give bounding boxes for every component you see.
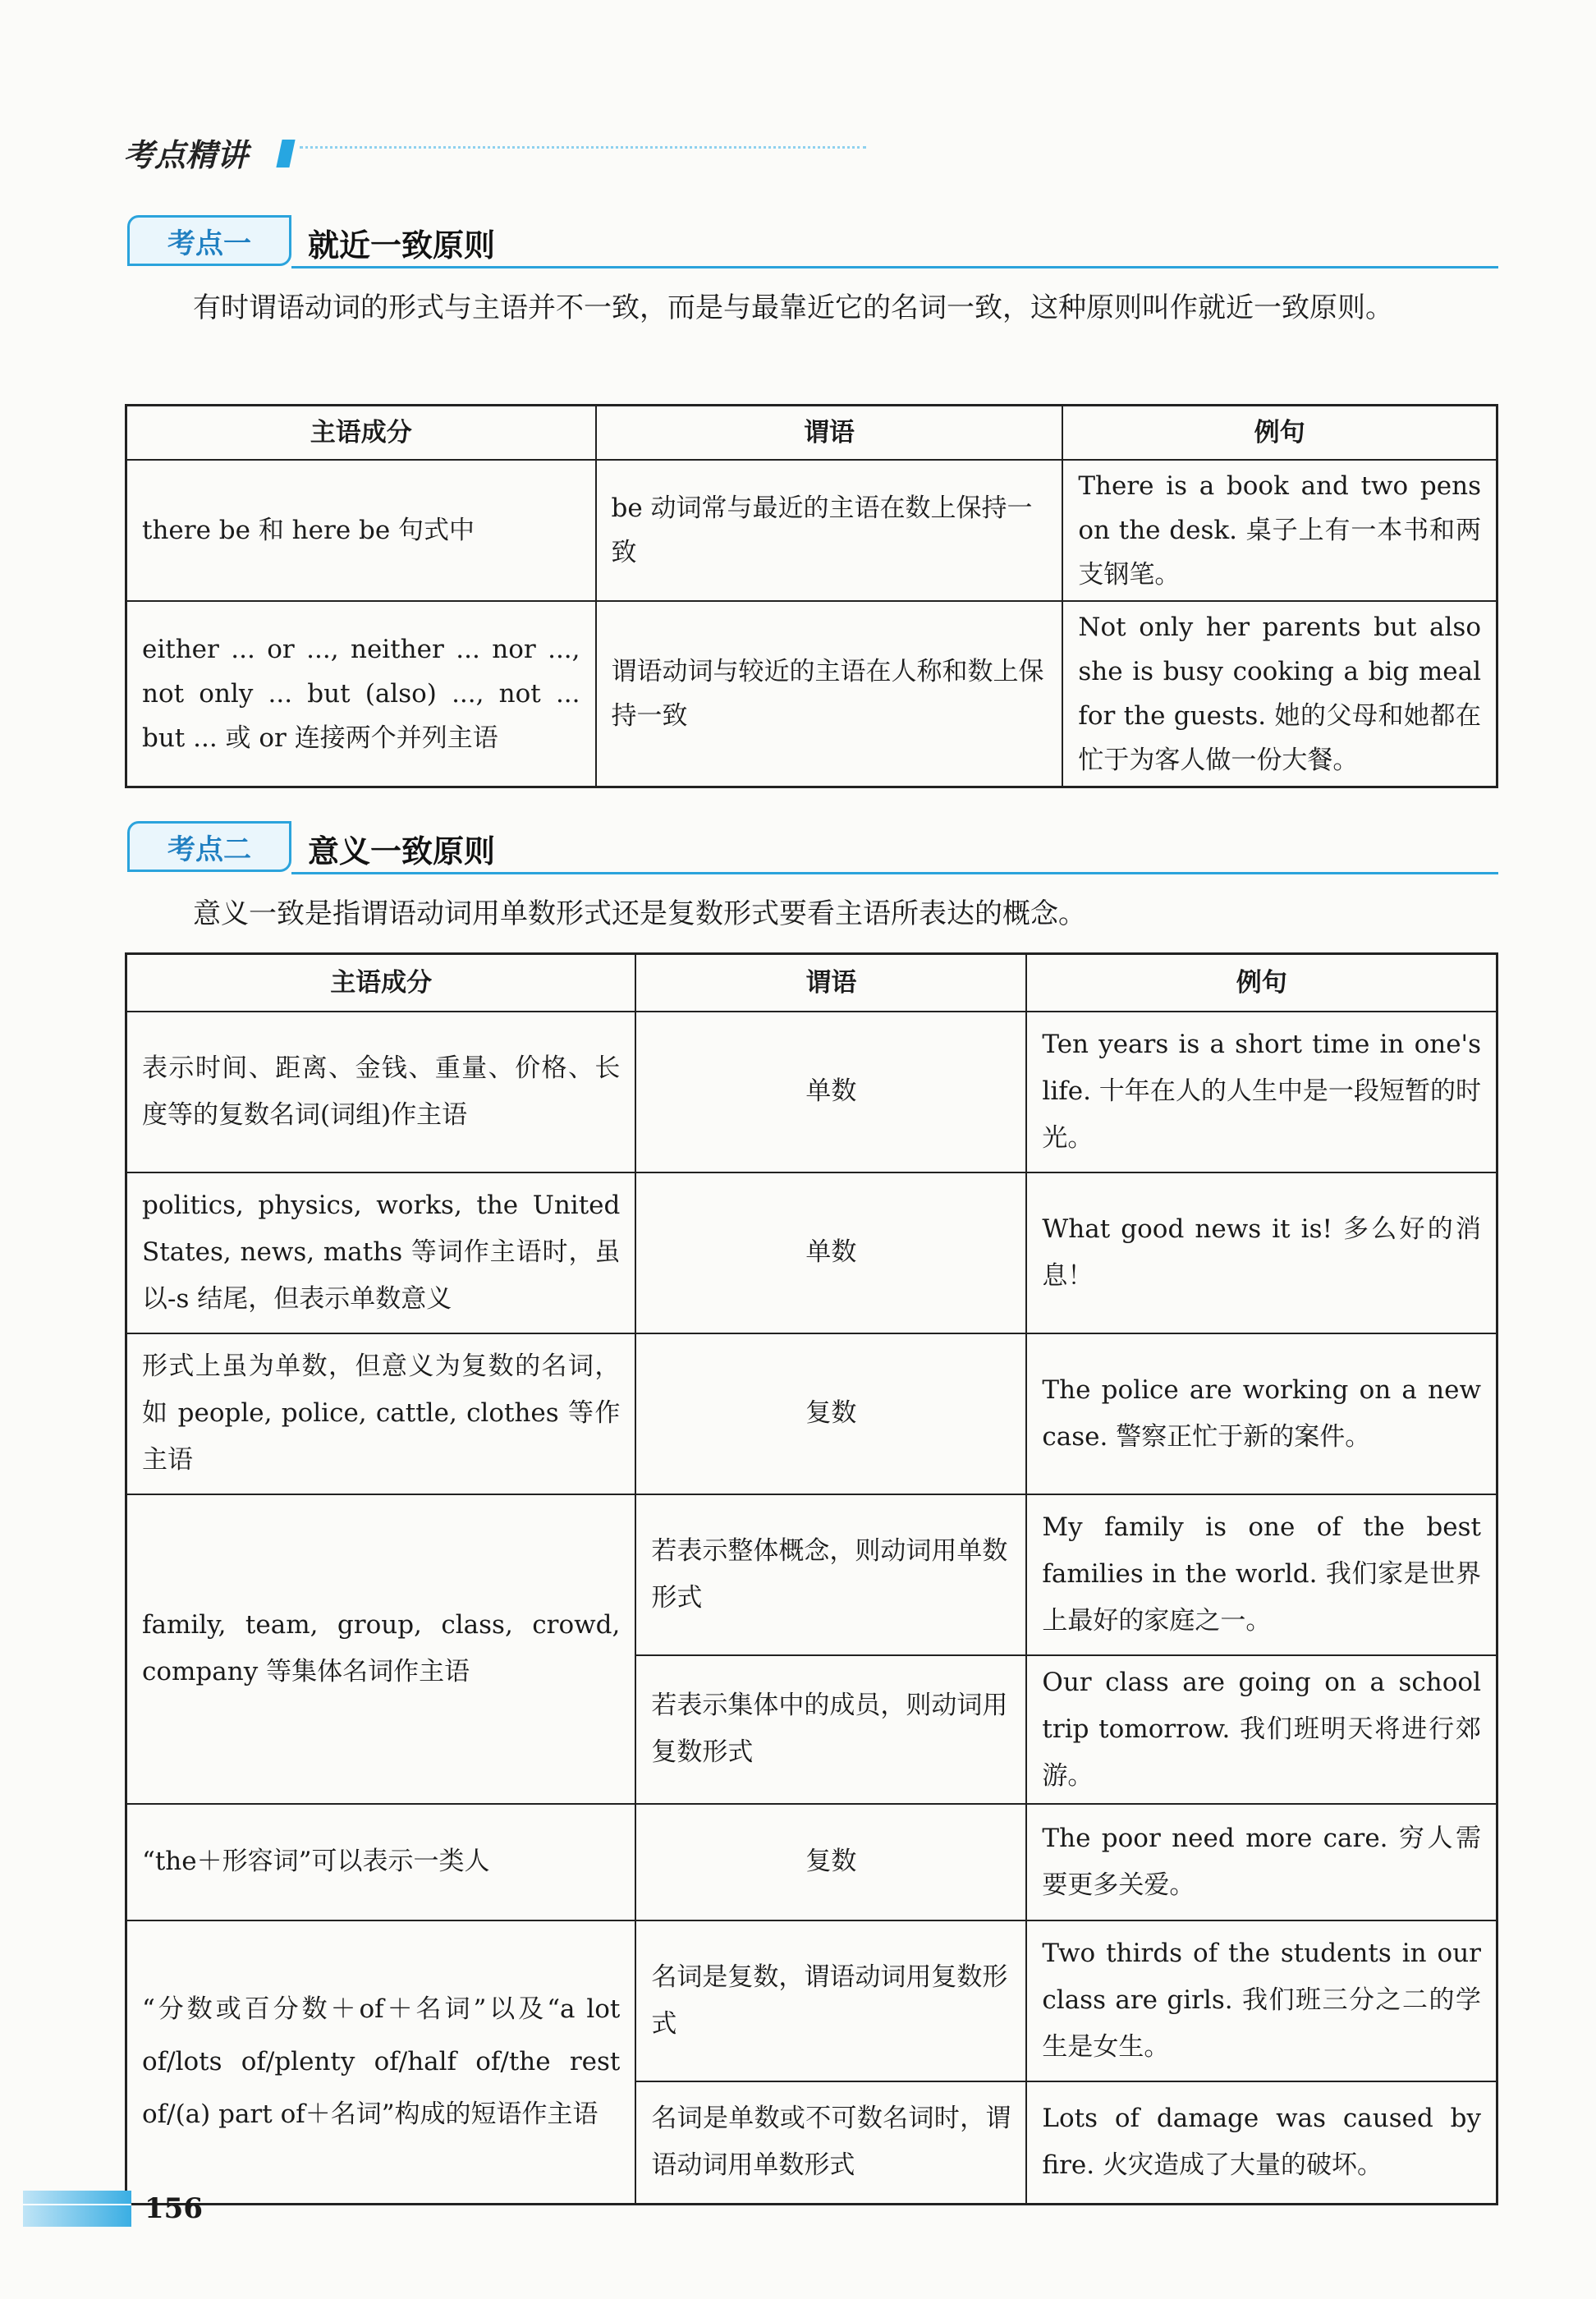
table-row xyxy=(126,601,1497,787)
example-cell: Lots of damage was caused by fire. 火灾造成了大量的破坏。 xyxy=(1026,2081,1497,2205)
predicate-cell: be 动词常与最近的主语在数上保持一致 xyxy=(596,460,1063,601)
header-cell: 主语成分 xyxy=(126,406,596,460)
subject-cell: 表示时间、距离、金钱、重量、价格、长度等的复数名词(词组)作主语 xyxy=(126,1012,636,1172)
footer-accent-bar xyxy=(23,2191,131,2227)
example-cell: What good news it is! 多么好的消息！ xyxy=(1026,1172,1497,1333)
example-cell: There is a book and two pens on the desk. 桌子上有一本书和两支钢笔。 xyxy=(1062,460,1497,601)
section1-heading xyxy=(127,215,1498,273)
table-header-row xyxy=(126,406,1497,460)
table-row xyxy=(126,1804,1497,1920)
header-cell: 例句 xyxy=(1062,406,1497,460)
predicate-cell: 复数 xyxy=(635,1804,1026,1920)
table-row xyxy=(126,1333,1497,1494)
example-cell: The poor need more care. 穷人需要更多关爱。 xyxy=(1026,1804,1497,1920)
predicate-cell: 复数 xyxy=(635,1333,1026,1494)
section2-table xyxy=(125,952,1498,2205)
section1-badge: 考点一 xyxy=(127,215,291,266)
section1-table xyxy=(125,404,1498,788)
section1-rule xyxy=(291,266,1498,268)
table-row xyxy=(126,1494,1497,1655)
predicate-cell: 谓语动词与较近的主语在人称和数上保持一致 xyxy=(596,601,1063,787)
section2-title: 意义一致原则 xyxy=(308,833,496,870)
section2-rule xyxy=(291,872,1498,874)
example-cell: Not only her parents but also she is busy cooking a big meal for the guests. 她的父母和她都在忙于为客人做一份大餐。 xyxy=(1062,601,1497,787)
section2-heading xyxy=(127,821,1498,879)
predicate-cell: 名词是单数或不可数名词时，谓语动词用单数形式 xyxy=(635,2081,1026,2205)
header-cell: 谓语 xyxy=(596,406,1063,460)
example-cell: The police are working on a new case. 警察正忙于新的案件。 xyxy=(1026,1333,1497,1494)
example-cell: My family is one of the best families in the world. 我们家是世界上最好的家庭之一。 xyxy=(1026,1494,1497,1655)
header-dotted-rule xyxy=(300,146,866,149)
subject-cell: family, team, group, class, crowd, company 等集体名词作主语 xyxy=(126,1494,636,1804)
example-cell: Our class are going on a school trip tomorrow. 我们班明天将进行郊游。 xyxy=(1026,1655,1497,1804)
predicate-cell: 单数 xyxy=(635,1172,1026,1333)
subject-cell: 形式上虽为单数，但意义为复数的名词，如 people, police, cattle, clothes 等作主语 xyxy=(126,1333,636,1494)
page-number: 156 xyxy=(144,2192,203,2225)
example-cell: Two thirds of the students in our class are girls. 我们班三分之二的学生是女生。 xyxy=(1026,1920,1497,2081)
footer-stripe xyxy=(23,2204,131,2205)
subject-cell: “分数或百分数＋of＋名词”以及“a lot of/lots of/plenty of/half of/the rest of/(a) part of＋名词”构成的短语作主语 xyxy=(126,1920,636,2205)
subject-cell: “the＋形容词”可以表示一类人 xyxy=(126,1804,636,1920)
header-cell: 主语成分 xyxy=(126,954,636,1012)
header-accent-mark xyxy=(276,140,295,167)
section2-badge: 考点二 xyxy=(127,821,291,872)
table-row xyxy=(126,1920,1497,2081)
header-title: 考点精讲 xyxy=(123,137,249,173)
example-cell: Ten years is a short time in one's life. 十年在人的人生中是一段短暂的时光。 xyxy=(1026,1012,1497,1172)
table-row xyxy=(126,1012,1497,1172)
predicate-cell: 若表示集体中的成员，则动词用复数形式 xyxy=(635,1655,1026,1804)
header-cell: 谓语 xyxy=(635,954,1026,1012)
subject-cell: there be 和 here be 句式中 xyxy=(126,460,596,601)
section-header xyxy=(123,130,747,179)
section2-intro: 意义一致是指谓语动词用单数形式还是复数形式要看主语所表达的概念。 xyxy=(193,897,1086,930)
subject-cell: either ... or ..., neither ... nor ..., not only ... but (also) ..., not ... but ... 或 or 连接两个并列主语 xyxy=(126,601,596,787)
header-cell: 例句 xyxy=(1026,954,1497,1012)
section1-intro: 有时谓语动词的形式与主语并不一致，而是与最靠近它的名词一致，这种原则叫作就近一致原则。 xyxy=(193,291,1393,324)
table-header-row xyxy=(126,954,1497,1012)
predicate-cell: 名词是复数，谓语动词用复数形式 xyxy=(635,1920,1026,2081)
predicate-cell: 单数 xyxy=(635,1012,1026,1172)
predicate-cell: 若表示整体概念，则动词用单数形式 xyxy=(635,1494,1026,1655)
table-row xyxy=(126,460,1497,601)
subject-cell: politics, physics, works, the United States, news, maths 等词作主语时，虽以-s 结尾，但表示单数意义 xyxy=(126,1172,636,1333)
table-row xyxy=(126,1172,1497,1333)
section1-title: 就近一致原则 xyxy=(308,227,496,264)
